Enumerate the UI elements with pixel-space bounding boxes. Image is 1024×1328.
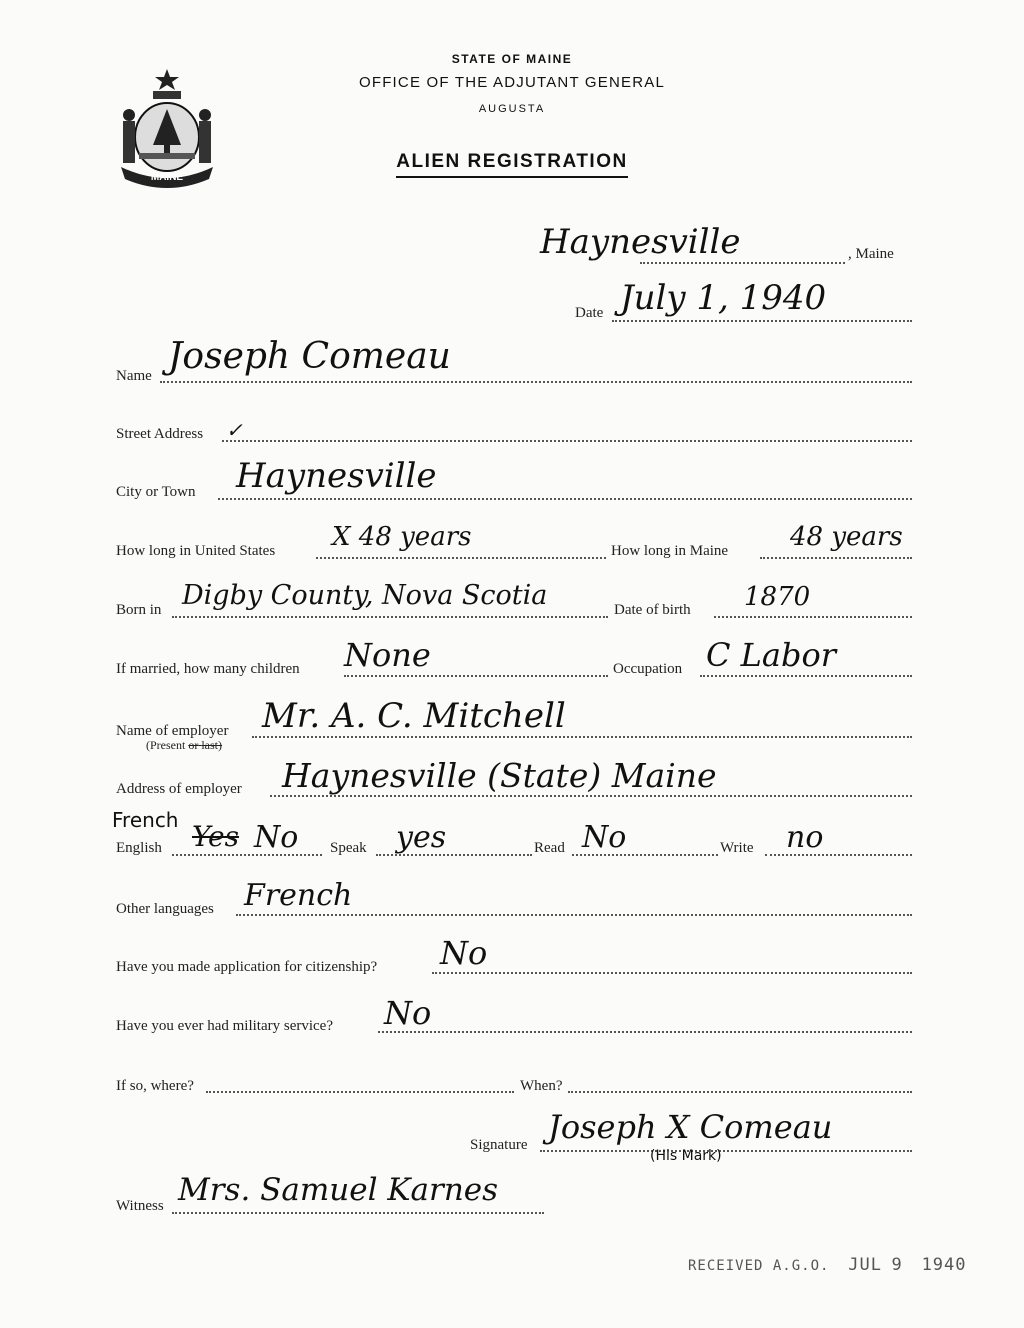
date-of-birth-label: Date of birth	[614, 602, 691, 618]
stamp-month: JUL	[848, 1255, 883, 1275]
write-entry: no	[786, 820, 824, 855]
how-long-maine-entry: 48 years	[790, 522, 903, 552]
military-entry: No	[384, 994, 432, 1032]
city-line	[218, 498, 912, 500]
how-long-us-label: How long in United States	[116, 543, 276, 559]
french-note: French	[112, 808, 179, 832]
witness-label: Witness	[116, 1198, 164, 1214]
speak-entry: yes	[396, 820, 447, 855]
other-languages-label: Other languages	[116, 901, 214, 917]
maine-label: , Maine	[848, 246, 894, 262]
children-label: If married, how many children	[116, 661, 300, 677]
name-line	[160, 381, 912, 383]
or-text: or	[188, 738, 199, 752]
his-mark-note: (His Mark)	[650, 1148, 722, 1164]
stamp-year: 1940	[921, 1255, 967, 1275]
military-label: Have you ever had military service?	[116, 1018, 333, 1034]
date-label: Date	[575, 305, 604, 321]
town-entry: Haynesville	[540, 222, 741, 262]
witness-entry: Mrs. Samuel Karnes	[178, 1172, 499, 1208]
when-label: When?	[520, 1078, 563, 1094]
citizenship-entry: No	[440, 934, 488, 972]
present-last-note	[146, 738, 222, 753]
stamp-day: 9	[891, 1255, 903, 1275]
form-title	[0, 151, 1024, 173]
occupation-entry: C Labor	[706, 636, 837, 674]
how-long-maine-line	[760, 557, 912, 559]
other-languages-line	[236, 914, 912, 916]
children-line	[344, 675, 608, 677]
street-line	[222, 440, 912, 442]
signature-entry: Joseph X Comeau	[548, 1108, 833, 1146]
header-state: STATE OF MAINE	[451, 52, 573, 66]
witness-line	[172, 1212, 544, 1214]
speak-label: Speak	[330, 840, 367, 856]
english-line	[172, 854, 322, 856]
other-languages-entry: French	[244, 878, 353, 913]
date-line	[612, 320, 912, 322]
english-entry: No	[254, 820, 299, 855]
write-label: Write	[720, 840, 754, 856]
street-label: Street Address	[116, 426, 204, 442]
town-line	[640, 262, 845, 264]
employer-label: Name of employer	[116, 723, 229, 739]
received-stamp	[688, 1255, 967, 1275]
how-long-us-entry: X 48 years	[332, 522, 472, 552]
military-line	[378, 1031, 912, 1033]
employer-address-line	[270, 795, 912, 797]
born-in-label: Born in	[116, 602, 162, 618]
read-label: Read	[534, 840, 565, 856]
present-text: (Present	[146, 738, 186, 752]
employer-line	[252, 736, 912, 738]
where-line	[206, 1091, 514, 1093]
occupation-line	[700, 675, 912, 677]
read-entry: No	[582, 820, 627, 855]
where-label: If so, where?	[116, 1078, 194, 1094]
employer-address-entry: Haynesville (State) Maine	[282, 756, 717, 795]
english-crossed-entry: Yes	[192, 820, 239, 853]
employer-entry: Mr. A. C. Mitchell	[262, 696, 566, 736]
how-long-maine-label: How long in Maine	[611, 543, 729, 559]
how-long-us-line	[316, 557, 606, 559]
or-last-struck	[188, 738, 222, 752]
last-text: last)	[201, 738, 222, 752]
signature-line	[540, 1150, 912, 1152]
name-label: Name	[116, 368, 152, 384]
stamp-received-text: RECEIVED A.G.O.	[688, 1258, 830, 1274]
seal-banner-text: MAINE	[150, 172, 184, 183]
occupation-label: Occupation	[613, 661, 683, 677]
english-label: English	[116, 840, 162, 856]
citizenship-label: Have you made application for citizenship?	[116, 959, 378, 975]
born-in-line	[172, 616, 608, 618]
form-title-text: ALIEN REGISTRATION	[396, 151, 627, 178]
when-line	[568, 1091, 912, 1093]
born-in-entry: Digby County, Nova Scotia	[182, 580, 548, 611]
header-city: AUGUSTA	[478, 103, 546, 115]
signature-label: Signature	[470, 1137, 528, 1153]
city-label: City or Town	[116, 484, 196, 500]
header-office: OFFICE OF THE ADJUTANT GENERAL	[358, 74, 666, 91]
name-entry: Joseph Comeau	[168, 336, 451, 377]
street-entry: ✓	[226, 418, 243, 442]
citizenship-line	[432, 972, 912, 974]
date-of-birth-line	[714, 616, 912, 618]
date-of-birth-entry: 1870	[744, 582, 811, 612]
employer-address-label: Address of employer	[116, 781, 242, 797]
city-entry: Haynesville	[236, 456, 437, 496]
date-entry: July 1, 1940	[620, 278, 827, 318]
children-entry: None	[344, 636, 431, 674]
